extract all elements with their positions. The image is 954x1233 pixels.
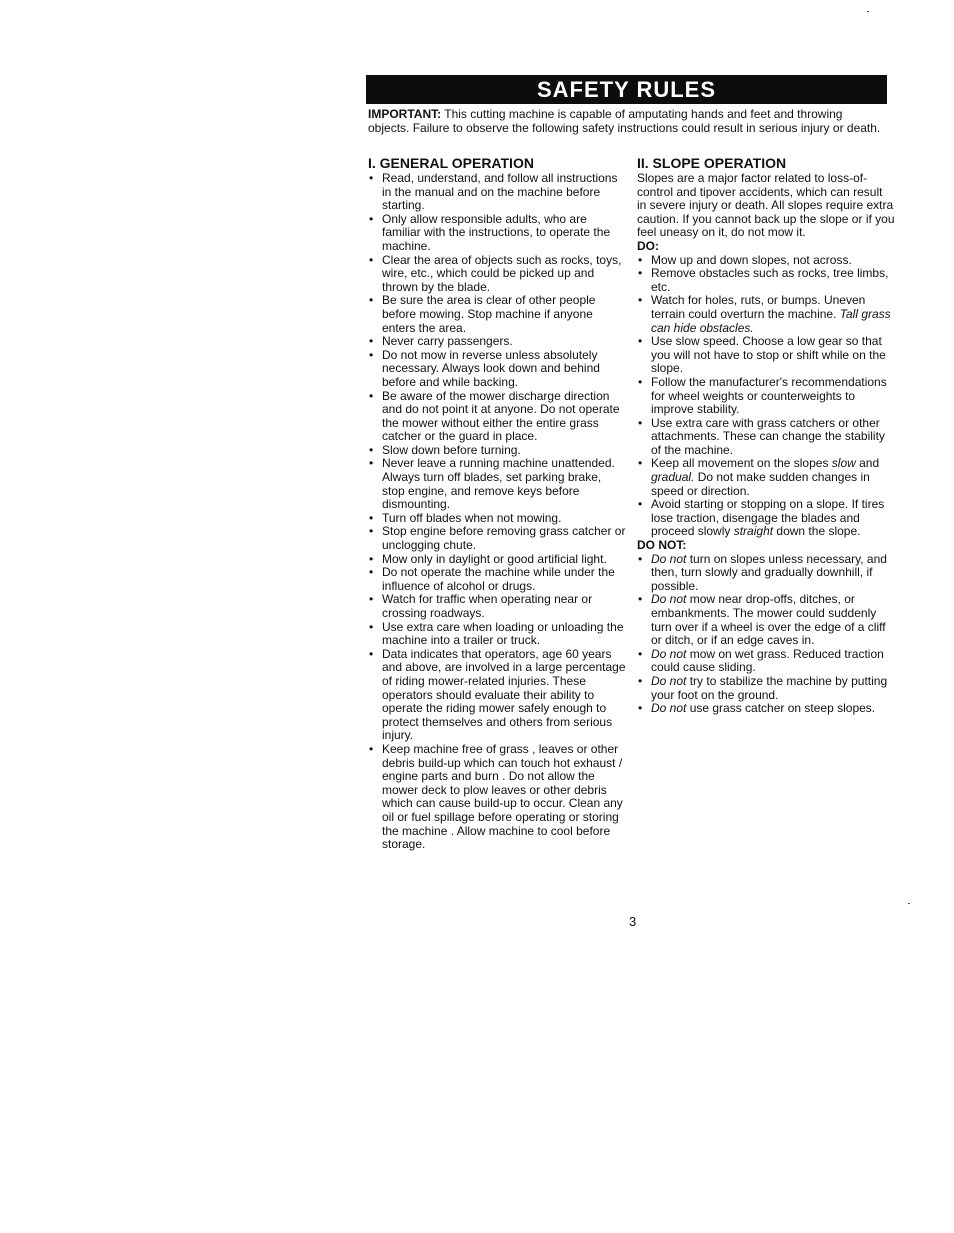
emphasis-text: gradual. bbox=[651, 470, 695, 485]
bullet-icon: • bbox=[638, 646, 643, 661]
item-text: Mow up and down slopes, not across. bbox=[651, 252, 852, 267]
bullet-icon: • bbox=[369, 619, 374, 634]
do-label: DO: bbox=[637, 238, 659, 253]
item-text: Never leave a running machine unattended. Always turn off blades, set parking brake, stop engine, and remove keys before dismounting. bbox=[382, 456, 615, 512]
emphasis-text: straight bbox=[733, 524, 774, 539]
bullet-icon: • bbox=[638, 415, 643, 430]
do-list bbox=[637, 254, 895, 539]
item-text: Clear the area of objects such as rocks, toys, wire, etc., which could be picked up and thrown by the blade. bbox=[382, 252, 622, 294]
emphasis-text: slow bbox=[831, 456, 856, 471]
scan-speck bbox=[908, 903, 910, 904]
list-item bbox=[368, 390, 626, 444]
list-item bbox=[368, 294, 626, 335]
list-item bbox=[368, 254, 626, 295]
bullet-icon: • bbox=[638, 334, 643, 349]
do-not-list bbox=[637, 553, 895, 716]
list-item bbox=[637, 498, 895, 539]
bullet-icon: • bbox=[369, 565, 374, 580]
item-text: Do not operate the machine while under the influence of alcohol or drugs. bbox=[382, 565, 615, 593]
bullet-icon: • bbox=[369, 592, 374, 607]
item-text: Slow down before turning. bbox=[382, 442, 521, 457]
item-text: Never carry passengers. bbox=[382, 334, 513, 349]
important-text: This cutting machine is capable of amputating hands and feet and throwing objects. Failure to observe the following safety instructions could result in serious injury or death. bbox=[368, 107, 881, 135]
emphasis-text: Tall grass can hide obstacles. bbox=[651, 306, 891, 335]
bullet-icon: • bbox=[369, 551, 374, 566]
list-item bbox=[637, 553, 895, 594]
item-text: Only allow responsible adults, who are familiar with the instructions, to operate the machine. bbox=[382, 211, 611, 253]
list-item bbox=[637, 254, 895, 268]
item-text: Stop engine before removing grass catcher or unclogging chute. bbox=[382, 524, 626, 553]
bullet-icon: • bbox=[369, 510, 374, 525]
item-text: try to stabilize the machine by putting your foot on the ground. bbox=[651, 673, 888, 702]
bullet-icon: • bbox=[638, 293, 643, 308]
do-not-label: DO NOT: bbox=[637, 538, 687, 553]
list-item bbox=[368, 444, 626, 458]
list-item bbox=[368, 512, 626, 526]
bullet-icon: • bbox=[638, 497, 643, 512]
list-item bbox=[637, 457, 895, 498]
list-item bbox=[368, 566, 626, 593]
item-text: Avoid starting or stopping on a slope. If tires lose traction, disengage the blades and proceed slowly bbox=[651, 497, 885, 539]
list-item bbox=[368, 648, 626, 743]
slope-intro: Slopes are a major factor related to loss-of-control and tipover accidents, which can result in severe injury or death. All slopes require extra caution. If you cannot back up the slope or if you feel uneasy on it, do not mow it. bbox=[637, 171, 895, 240]
item-text: Be aware of the mower discharge direction and do not point it at anyone. Do not operate the mower without either the entire grass catcher or the guard in place. bbox=[382, 388, 620, 444]
bullet-icon: • bbox=[638, 456, 643, 471]
list-item bbox=[368, 743, 626, 852]
item-text: use grass catcher on steep slopes. bbox=[686, 701, 876, 716]
item-text: Use slow speed. Choose a low gear so that you will not have to stop or shift while on the slope. bbox=[651, 334, 886, 376]
bullet-icon: • bbox=[369, 347, 374, 362]
emphasis-text: Do not bbox=[651, 701, 687, 716]
bullet-icon: • bbox=[369, 293, 374, 308]
general-operation-section bbox=[368, 155, 626, 852]
item-text: mow near drop-offs, ditches, or embankments. The mower could suddenly turn over if a wheel is over the edge of a cliff or ditch, or if an edge caves in. bbox=[651, 592, 886, 648]
bullet-icon: • bbox=[369, 741, 374, 756]
bullet-icon: • bbox=[638, 673, 643, 688]
bullet-icon: • bbox=[638, 551, 643, 566]
list-item bbox=[368, 525, 626, 552]
item-text: Keep all movement on the slopes bbox=[651, 456, 832, 471]
emphasis-text: Do not bbox=[651, 592, 687, 607]
list-item bbox=[637, 294, 895, 335]
item-text: Remove obstacles such as rocks, tree limbs, etc. bbox=[651, 266, 889, 294]
general-operation-heading: I. GENERAL OPERATION bbox=[368, 155, 534, 171]
bullet-icon: • bbox=[638, 701, 643, 716]
item-text: Be sure the area is clear of other people before mowing. Stop machine if anyone enters the area. bbox=[382, 293, 596, 335]
list-item bbox=[637, 648, 895, 675]
list-item bbox=[368, 621, 626, 648]
bullet-icon: • bbox=[638, 266, 643, 281]
list-item bbox=[637, 335, 895, 376]
bullet-icon: • bbox=[369, 646, 374, 661]
bullet-icon: • bbox=[369, 456, 374, 471]
scan-speck bbox=[867, 11, 869, 12]
important-notice bbox=[368, 108, 883, 135]
list-item bbox=[368, 172, 626, 213]
bullet-icon: • bbox=[369, 388, 374, 403]
general-operation-list bbox=[368, 172, 626, 852]
item-text: Follow the manufacturer's recommendations for wheel weights or counterweights to improve stability. bbox=[651, 374, 887, 417]
item-text: down the slope. bbox=[773, 524, 861, 539]
item-text: Turn off blades when not mowing. bbox=[382, 510, 562, 525]
list-item bbox=[368, 553, 626, 567]
item-text: Keep machine free of grass , leaves or other debris build-up which can touch hot exhaust / engine parts and burn . Do not allow the mower deck to plow leaves or other debris which can cause build-up to occur. Clean any oil or fuel spillage before operating or storing the machine . Allow machine to cool before storage. bbox=[382, 741, 623, 852]
bullet-icon: • bbox=[369, 211, 374, 226]
item-text: Use extra care with grass catchers or other attachments. These can change the stability of the machine. bbox=[651, 415, 885, 457]
item-text: Do not make sudden changes in speed or direction. bbox=[651, 470, 870, 498]
list-item bbox=[368, 213, 626, 254]
item-text: mow on wet grass. Reduced traction could cause sliding. bbox=[651, 646, 884, 675]
list-item bbox=[368, 457, 626, 511]
item-text: Read, understand, and follow all instructions in the manual and on the machine before starting. bbox=[382, 171, 618, 213]
bullet-icon: • bbox=[369, 524, 374, 539]
list-item bbox=[637, 417, 895, 458]
list-item bbox=[637, 675, 895, 702]
emphasis-text: Do not bbox=[651, 673, 687, 688]
item-text: Watch for holes, ruts, or bumps. Uneven terrain could overturn the machine. bbox=[651, 293, 866, 321]
safety-rules-banner: SAFETY RULES bbox=[366, 75, 887, 104]
item-text: Do not mow in reverse unless absolutely necessary. Always look down and behind before and while backing. bbox=[382, 347, 600, 389]
page-number: 3 bbox=[629, 914, 637, 929]
emphasis-text: Do not bbox=[651, 646, 687, 661]
slope-operation-section bbox=[637, 155, 895, 716]
bullet-icon: • bbox=[638, 252, 643, 267]
bullet-icon: • bbox=[369, 252, 374, 267]
bullet-icon: • bbox=[369, 334, 374, 349]
slope-operation-heading: II. SLOPE OPERATION bbox=[637, 155, 787, 171]
emphasis-text: Do not bbox=[651, 551, 687, 566]
bullet-icon: • bbox=[638, 374, 643, 389]
list-item bbox=[637, 593, 895, 647]
item-text: Data indicates that operators, age 60 years and above, are involved in a large percentage of riding mower-related injuries. These operators should evaluate their ability to operate the riding mower safely enough to protect themselves and others from serious injury. bbox=[382, 646, 626, 743]
bullet-icon: • bbox=[369, 442, 374, 457]
list-item bbox=[368, 593, 626, 620]
list-item bbox=[637, 702, 895, 716]
item-text: Use extra care when loading or unloading the machine into a trailer or truck. bbox=[382, 619, 624, 648]
list-item bbox=[637, 267, 895, 294]
item-text: and bbox=[855, 456, 880, 471]
item-text: turn on slopes unless necessary, and then, turn slowly and gradually downhill, if possible. bbox=[651, 551, 887, 593]
list-item bbox=[368, 349, 626, 390]
bullet-icon: • bbox=[638, 592, 643, 607]
bullet-icon: • bbox=[369, 171, 374, 185]
list-item bbox=[368, 335, 626, 349]
item-text: Mow only in daylight or good artificial light. bbox=[382, 551, 607, 566]
list-item bbox=[637, 376, 895, 417]
important-label: IMPORTANT: bbox=[368, 107, 442, 121]
item-text: Watch for traffic when operating near or crossing roadways. bbox=[382, 592, 593, 620]
